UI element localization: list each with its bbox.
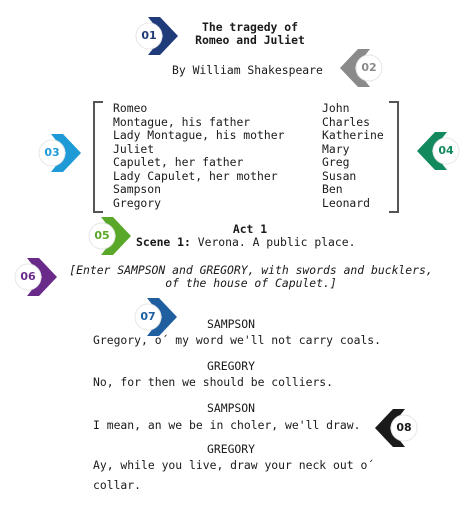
marker-number: 07 (140, 310, 156, 323)
marker-01 (134, 15, 180, 57)
cast-role: Romeo (113, 101, 148, 115)
marker-07 (133, 296, 179, 338)
cast-role: Sampson (113, 182, 162, 196)
cast-role: Capulet, her father (113, 155, 244, 169)
cast-actor: Mary (322, 141, 350, 156)
marker-number: 03 (44, 146, 60, 159)
scene-location: Verona. A public place. (190, 235, 356, 249)
cast-role: Lady Capulet, her mother (113, 168, 278, 183)
cast-role: Montague, his father (113, 114, 251, 129)
cast-role: Lady Montague, his mother (113, 128, 285, 142)
title-line-2: Romeo and Juliet (195, 33, 305, 47)
cast-right-bracket (386, 101, 400, 213)
speech-3: I mean, an we be in choler, we'll draw. (93, 418, 361, 432)
marker-05 (87, 215, 133, 257)
marker-04 (415, 130, 461, 172)
byline: By William Shakespeare (172, 63, 323, 77)
cast-role: Juliet (113, 141, 155, 156)
cast-actor: Susan (322, 168, 357, 183)
scene-heading (136, 236, 355, 249)
cast-actor: Ben (322, 182, 343, 196)
marker-08 (373, 407, 419, 449)
speaker-4: GREGORY (207, 442, 256, 456)
marker-number: 05 (94, 229, 110, 242)
speaker-3: SAMPSON (207, 401, 256, 415)
speech-4-line-2: collar. (93, 478, 142, 492)
speech-2: No, for then we should be colliers. (93, 375, 334, 389)
marker-02 (338, 47, 384, 89)
marker-number: 01 (141, 29, 157, 42)
title (150, 21, 350, 47)
scene-label: Scene 1: (136, 235, 191, 249)
marker-number: 04 (438, 144, 454, 157)
cast-actor: Katherine (322, 128, 384, 142)
speaker-2: GREGORY (207, 359, 256, 373)
marker-06 (13, 256, 59, 298)
cast-actor: Leonard (322, 195, 371, 210)
marker-number: 02 (361, 61, 377, 74)
cast-actor: Charles (322, 114, 371, 129)
speech-1: Gregory, o´ my word we'll not carry coals. (93, 333, 382, 347)
cast-role: Gregory (113, 195, 162, 210)
marker-number: 08 (396, 421, 412, 434)
cast-actors (322, 102, 384, 210)
marker-number: 06 (20, 270, 36, 283)
speech-4-line-1: Ay, while you live, draw your neck out o´ (93, 458, 375, 472)
cast-left-bracket (92, 101, 106, 213)
cast-actor: Greg (322, 155, 350, 169)
speaker-1: SAMPSON (207, 317, 256, 331)
marker-03 (37, 132, 83, 174)
act-heading: Act 1 (232, 222, 268, 236)
cast-actor: John (322, 101, 350, 115)
cast-roles (113, 102, 284, 210)
stage-direction (56, 264, 446, 290)
stage-direction-line-2: of the house of Capulet.] (165, 276, 337, 290)
title-line-1: The tragedy of (201, 20, 298, 34)
stage-direction-line-1: [Enter SAMPSON and GREGORY, with swords and bucklers, (69, 263, 433, 277)
